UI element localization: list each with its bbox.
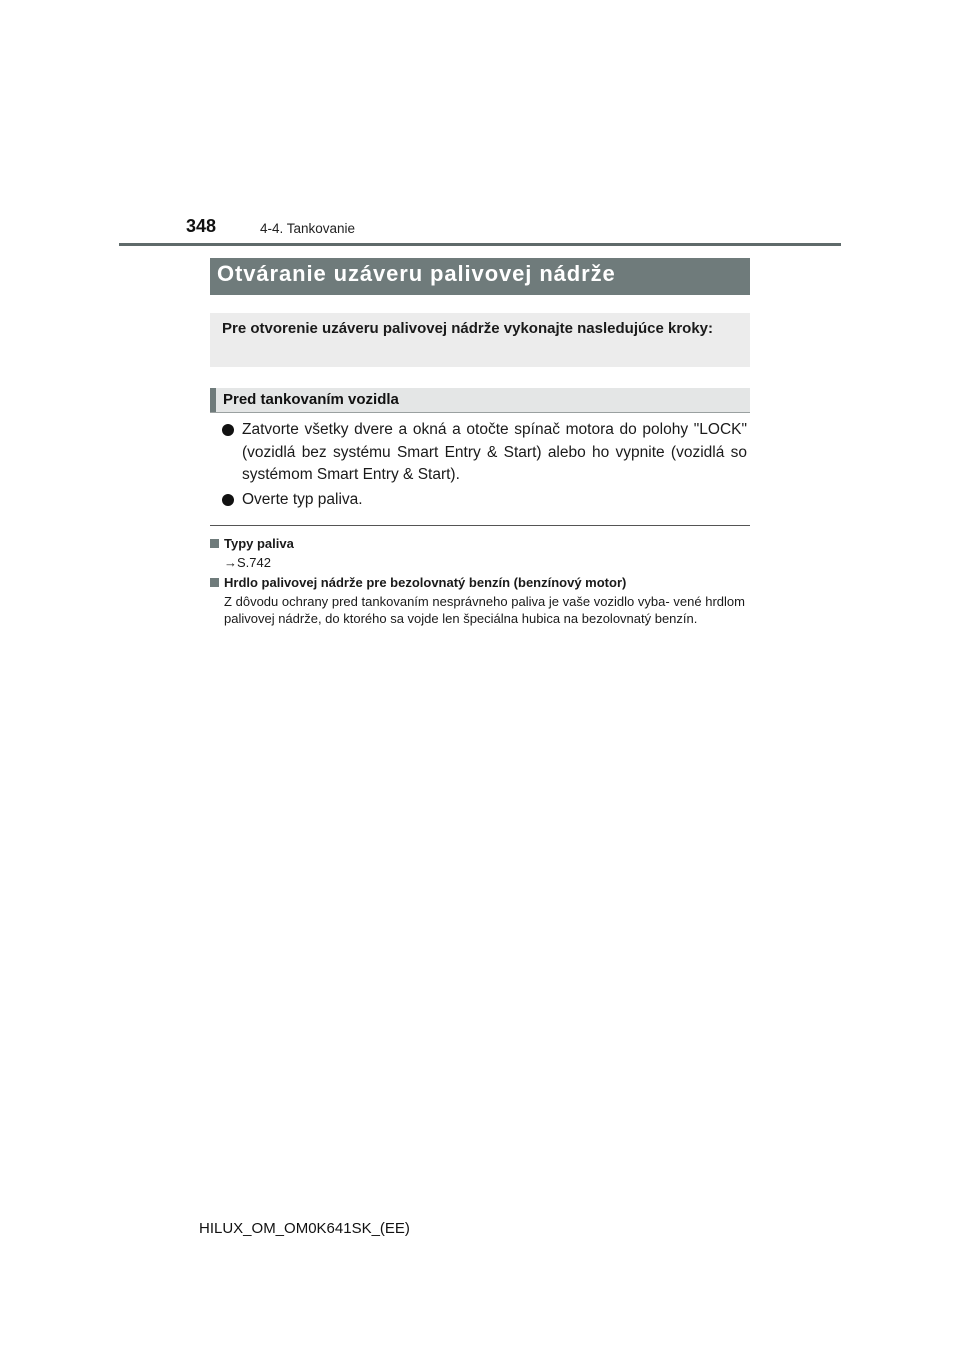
subsection-heading-text: Pred tankovaním vozidla — [223, 391, 399, 408]
subsection-heading — [210, 388, 750, 413]
page-title: Otváranie uzáveru palivovej nádrže — [217, 261, 616, 286]
notes-section — [210, 534, 745, 631]
note-title-text: Typy paliva — [224, 536, 294, 551]
bullet-list — [222, 419, 747, 513]
title-band — [210, 258, 750, 295]
note-title — [210, 536, 745, 552]
bullet-dot-icon — [222, 494, 234, 506]
page-number: 348 — [186, 216, 217, 236]
bullet-text: Overte typ paliva. — [242, 490, 363, 508]
footer-code: HILUX_OM_OM0K641SK_(EE) — [199, 1220, 410, 1237]
note-body: Z dôvodu ochrany pred tankovaním nesprávneho paliva je vaše vozidlo vyba- vené hrdlom palivovej nádrže, do ktorého sa vojde len špeciálna hubica na bezolovnatý benzín. — [224, 594, 745, 626]
note-body: →S.742 — [224, 555, 271, 570]
bullet-item — [222, 489, 747, 512]
heading-accent-bar — [210, 388, 216, 412]
square-bullet-icon — [210, 578, 219, 587]
intro-box: Pre otvorenie uzáveru palivovej nádrže vykonajte nasledujúce kroky: — [210, 313, 750, 367]
note-title-text: Hrdlo palivovej nádrže pre bezolovnatý benzín (benzínový motor) — [224, 575, 627, 590]
square-bullet-icon — [210, 539, 219, 548]
bullet-dot-icon — [222, 424, 234, 436]
notes-divider — [210, 525, 750, 526]
section-label: 4-4. Tankovanie — [260, 221, 356, 236]
bullet-item — [222, 419, 747, 487]
bullet-text: Zatvorte všetky dvere a okná a otočte spínač motora do polohy "LOCK" (vozidlá bez systému Smart Entry & Start) alebo ho vypnite (vozidlá so systémom Smart Entry & Start). — [242, 421, 747, 483]
header-rule — [119, 243, 841, 246]
note-title — [210, 575, 745, 591]
